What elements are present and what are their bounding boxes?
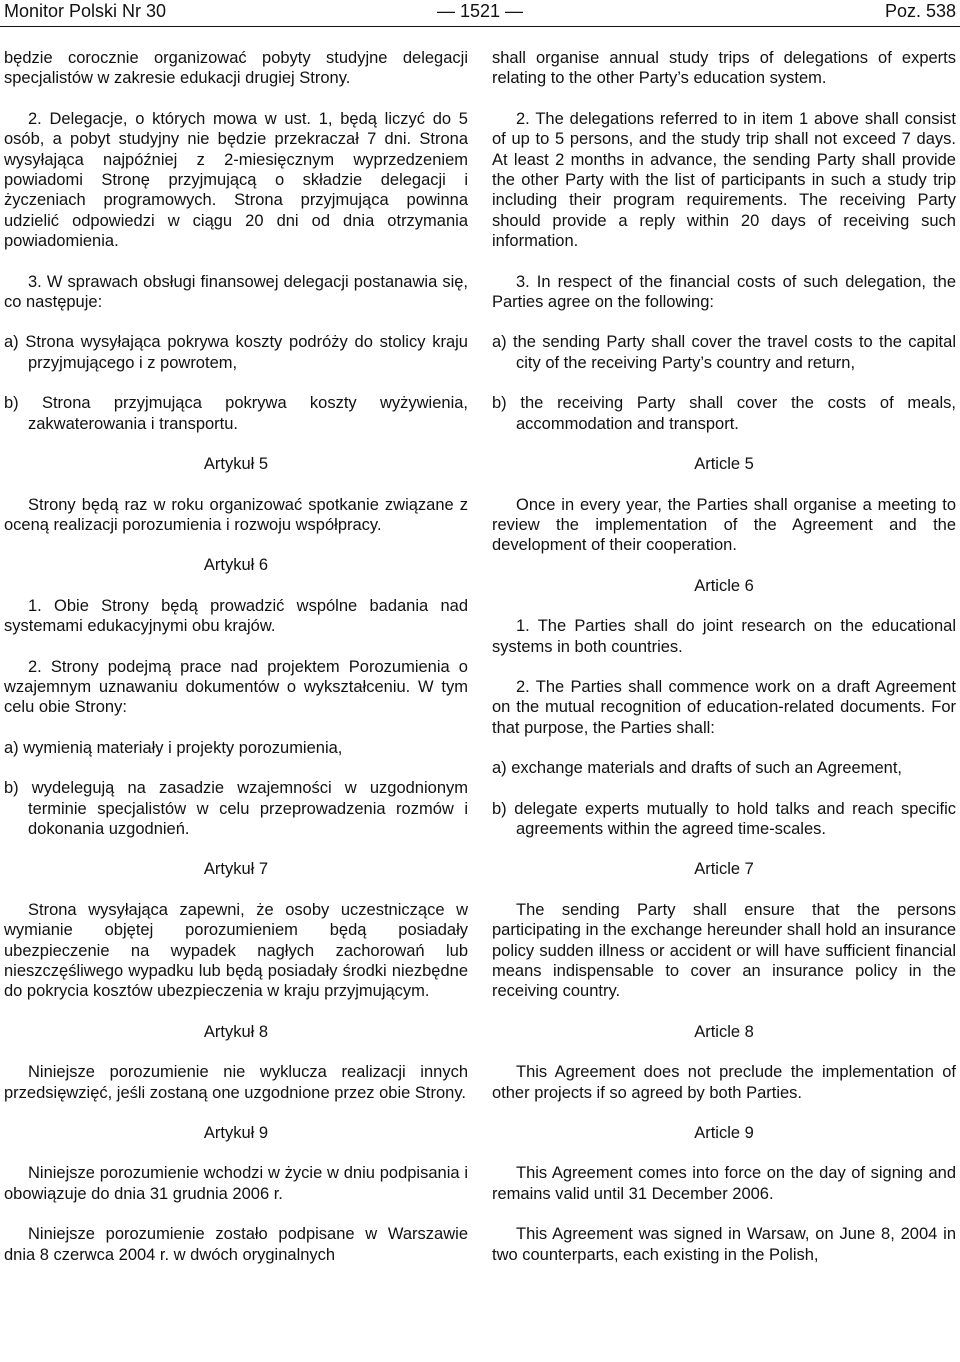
header-rule bbox=[0, 26, 960, 27]
en-article-6-para-2: 2. The Parties shall commence work on a draft Agreement on the mutual recognition of education-related documents. For that purpose, the Parties shall: bbox=[492, 677, 956, 737]
en-para-2: 2. The delegations referred to in item 1 above shall consist of up to 5 persons, and the study trip shall not exceed 7 days. At least 2 months in advance, the sending Party shall provide the other Party with the list of participants in such a study trip including their program requirements. The receiving Party should provide a reply within 20 days of receiving such information. bbox=[492, 109, 956, 251]
en-article-5-heading: Article 5 bbox=[694, 455, 754, 474]
page-number: — 1521 — bbox=[436, 1, 524, 21]
pl-article-6-para-1: 1. Obie Strony będą prowadzić wspólne badania nad systemami edukacyjnymi obu krajów. bbox=[4, 596, 468, 636]
publication-name: Monitor Polski Nr 30 bbox=[4, 1, 167, 21]
pl-article-7-heading: Artykuł 7 bbox=[203, 860, 269, 879]
en-article-9-heading: Article 9 bbox=[694, 1124, 754, 1143]
pl-article-6-item-a: a) wymienią materiały i projekty porozumienia, bbox=[4, 738, 343, 757]
en-article-6-para-1: 1. The Parties shall do joint research on the educational systems in both countries. bbox=[492, 617, 956, 656]
pl-para-continued: będzie corocznie organizować pobyty studyjne delegacji specjalistów w zakresie edukacji drugiej Strony. bbox=[4, 49, 468, 88]
page-header bbox=[0, 0, 960, 30]
en-article-6-item-a: a) exchange materials and drafts of such an Agreement, bbox=[492, 759, 902, 778]
en-article-7-heading: Article 7 bbox=[694, 860, 754, 879]
pl-article-9-para-2: Niniejsze porozumienie zostało podpisane w Warszawie dnia 8 czerwca 2004 r. w dwóch oryginalnych bbox=[4, 1225, 468, 1264]
position-number: Poz. 538 bbox=[884, 1, 956, 21]
en-article-6-heading: Article 6 bbox=[694, 576, 754, 595]
pl-article-5-heading: Artykuł 5 bbox=[203, 455, 269, 474]
pl-article-9-para-1: Niniejsze porozumienie wchodzi w życie w dniu podpisania i obowiązuje do dnia 31 grudnia 2006 r. bbox=[4, 1164, 468, 1203]
en-article-7-text: The sending Party shall ensure that the persons participating in the exchange hereunder shall hold an insurance policy sudden illness or accident or will have sufficient financial means indispensable to cover an insurance policy in the receiving country. bbox=[492, 900, 956, 1001]
pl-article-9-heading: Artykuł 9 bbox=[203, 1124, 269, 1143]
en-article-9-para-2: This Agreement was signed in Warsaw, on June 8, 2004 in two counterparts, each existing in the Polish, bbox=[492, 1225, 956, 1264]
pl-article-5-text: Strony będą raz w roku organizować spotkanie związane z oceną realizacji porozumienia i rozwoju współpracy. bbox=[4, 495, 468, 534]
pl-article-7-text: Strona wysyłająca zapewni, że osoby uczestniczące w wymianie objętej porozumieniem będą posiadały ubezpieczenie na wypadek nagłych zachorowań lub nieszczęśliwego wypadku lub będą posiadały środki niezbędne do pokrycia kosztów ubezpieczenia w kraju przyjmującym. bbox=[4, 900, 468, 1001]
en-article-8-heading: Article 8 bbox=[694, 1022, 754, 1041]
en-article-9-para-1: This Agreement comes into force on the day of signing and remains valid until 31 December 2006. bbox=[492, 1164, 956, 1203]
en-para-continued: shall organise annual study trips of delegations of experts relating to the other Party’s education system. bbox=[492, 49, 956, 88]
pl-article-6-para-2: 2. Strony podejmą prace nad projektem Porozumienia o wzajemnym uznawaniu dokumentów o wykształceniu. W tym celu obie Strony: bbox=[4, 657, 468, 717]
polish-column bbox=[4, 48, 468, 1265]
pl-para-2: 2. Delegacje, o których mowa w ust. 1, będą liczyć do 5 osób, a pobyt studyjny nie będzie przekraczał 7 dni. Strona wysyłająca najpóźniej z 2-miesięcznym wyprzedzeniem powiadomi Stronę przyjmującą o składzie delegacji i życzeniach programowych. Strona przyjmująca powinna udzielić odpowiedzi w ciągu 20 dni od dnia otrzymania powiadomienia. bbox=[4, 109, 468, 251]
en-item-a: a) the sending Party shall cover the travel costs to the capital city of the receiving Party’s country and return, bbox=[492, 333, 956, 372]
pl-article-6-heading: Artykuł 6 bbox=[203, 556, 269, 575]
pl-para-3: 3. W sprawach obsługi finansowej delegacji postanawia się, co następuje: bbox=[4, 272, 468, 312]
pl-article-8-text: Niniejsze porozumienie nie wyklucza realizacji innych przedsięwzięć, jeśli zostaną one uzgodnione przez obie Strony. bbox=[4, 1063, 468, 1102]
en-para-3: 3. In respect of the financial costs of such delegation, the Parties agree on the following: bbox=[492, 272, 956, 312]
pl-item-b: b) Strona przyjmująca pokrywa koszty wyżywienia, zakwaterowania i transportu. bbox=[4, 394, 468, 433]
pl-item-a: a) Strona wysyłająca pokrywa koszty podróży do stolicy kraju przyjmującego i z powrotem, bbox=[4, 333, 468, 372]
pl-article-8-heading: Artykuł 8 bbox=[203, 1022, 269, 1041]
en-article-5-text: Once in every year, the Parties shall organise a meeting to review the implementation of the Agreement and the development of their cooperation. bbox=[492, 495, 956, 555]
en-article-8-text: This Agreement does not preclude the implementation of other projects if so agreed by both Parties. bbox=[492, 1063, 956, 1102]
pl-article-6-item-b: b) wydelegują na zasadzie wzajemności w uzgodnionym terminie specjalistów w celu przeprowadzenia rozmów i dokonania uzgodnień. bbox=[4, 779, 468, 838]
en-item-b: b) the receiving Party shall cover the costs of meals, accommodation and transport. bbox=[492, 394, 956, 433]
en-article-6-item-b: b) delegate experts mutually to hold talks and reach specific agreements within the agreed time-scales. bbox=[492, 799, 956, 838]
english-column bbox=[492, 48, 956, 1265]
